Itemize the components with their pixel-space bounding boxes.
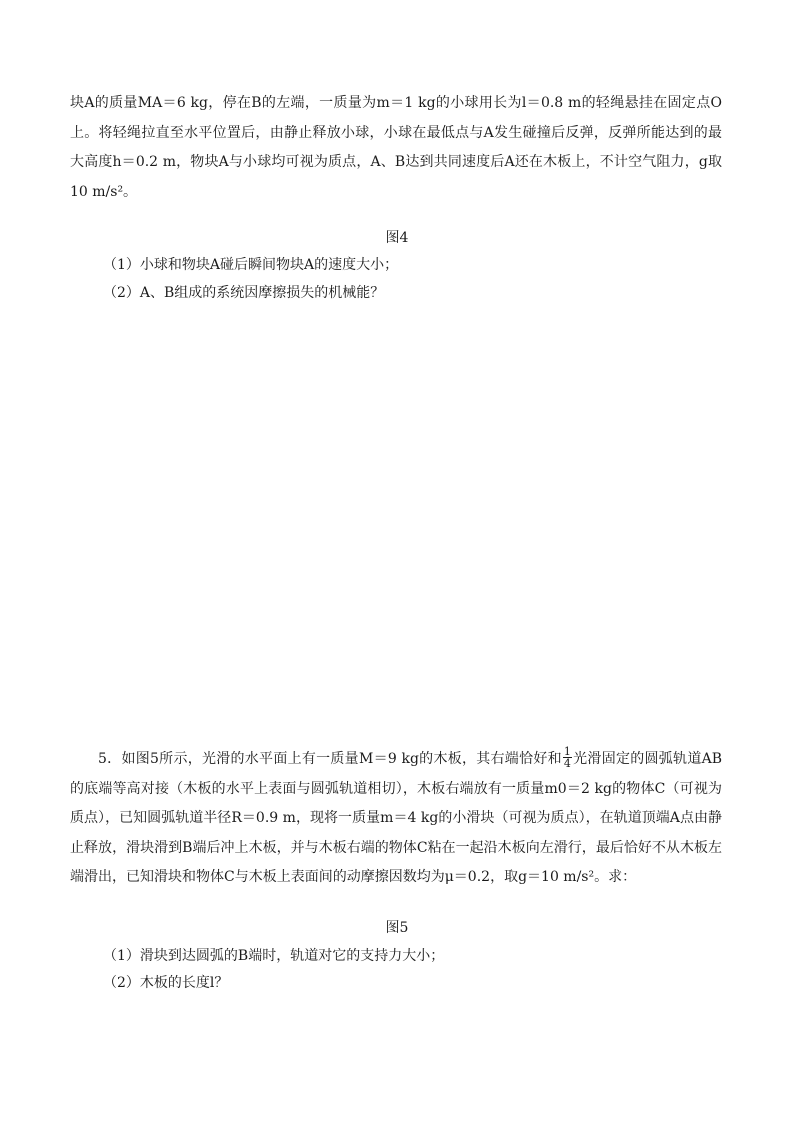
- figure-4-caption: 图4: [385, 230, 409, 246]
- problem-5-statement-start: 5．如图5所示，光滑的水平面上有一质量M＝9 kg的木板，其右端恰好和: [98, 751, 562, 767]
- problem-5-statement-rest: 光滑固定的圆弧轨道AB的底端等高对接（木板的水平上表面与圆弧轨道相切），木板右端放有一质量m0＝2 kg的物体C（可视为质点），已知圆弧轨道半径R＝0.9 m，现将一质量m＝4 kg的小滑块（可视为质点），在轨道顶端A点由静止释放，滑块滑到B端后冲上木板，并与木板右端的物体C粘在一起沿木板向左滑行，最后恰好不从木板左端滑出，已知滑块和物体C与木板上表面间的动摩擦因数均为μ＝0.2，取g＝10 m/s²。求：: [70, 751, 722, 885]
- quarter-fraction: [563, 746, 572, 769]
- problem-5-question-1: （1）滑块到达圆弧的B端时，轨道对它的支持力大小；: [103, 948, 445, 964]
- fraction-numerator: 1: [563, 744, 571, 758]
- problem-5-statement: [70, 745, 722, 893]
- problem-4-statement: 块A的质量MA＝6 kg，停在B的左端，一质量为m＝1 kg的小球用长为l＝0.8 m的轻绳悬挂在固定点O上。将轻绳拉直至水平位置后，由静止释放小球，小球在最低点与A发生碰撞后反弹，反弹所能达到的最大高度h＝0.2 m，物块A与小球均可视为质点，A、B达到共同速度后A还在木板上，不计空气阻力，g取10 m/s²。: [70, 95, 722, 200]
- figure-5-caption: 图5: [385, 920, 409, 936]
- problem-4-question-2: （2）A、B组成的系统因摩擦损失的机械能？: [103, 285, 385, 301]
- problem-4-question-1: （1）小球和物块A碰后瞬间物块A的速度大小；: [103, 257, 399, 273]
- problem-5-question-2: （2）木板的长度l？: [103, 975, 229, 991]
- fraction-denominator: 4: [563, 756, 571, 770]
